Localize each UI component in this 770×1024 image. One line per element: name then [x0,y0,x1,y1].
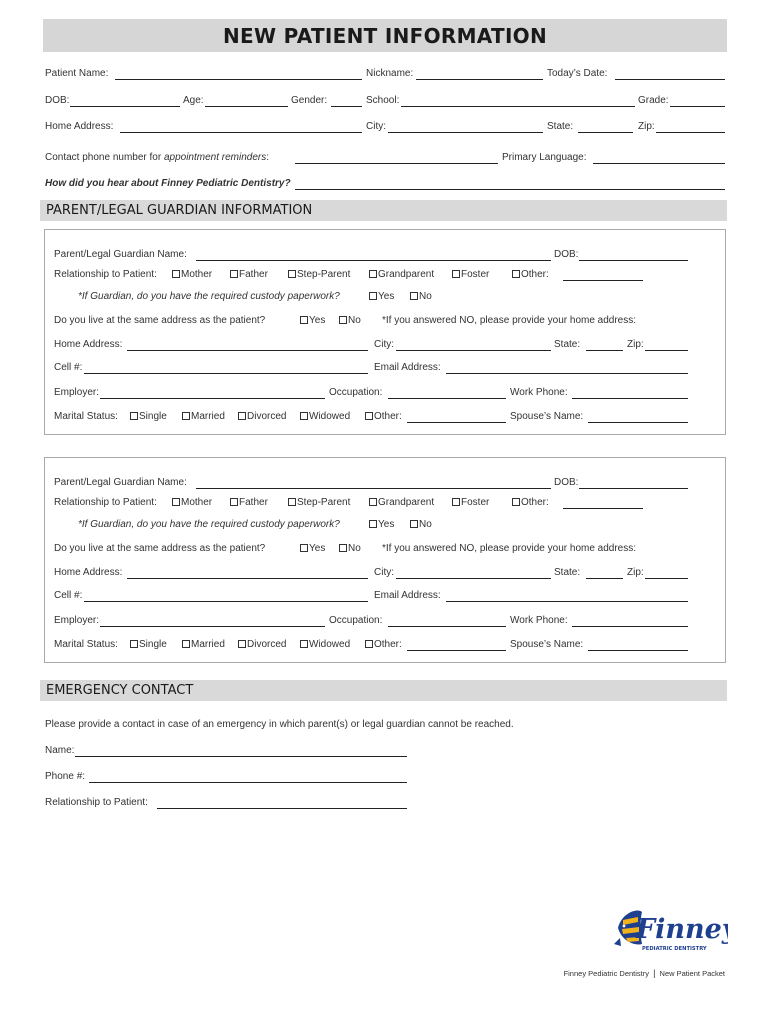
emergency-name-row [45,745,445,759]
marital-option-4[interactable]: Other: [365,639,402,651]
marital-option-1[interactable]: Married [182,639,225,651]
email-field[interactable] [446,601,688,602]
guardian-row-5 [54,362,704,376]
nickname-field[interactable] [416,79,543,80]
marital-option-1[interactable]: Married [182,411,225,423]
relationship-other-field[interactable] [563,508,643,509]
checkbox-icon[interactable] [369,292,377,300]
guardian-state-label: State: [554,567,581,578]
guardian-city-label: City: [374,567,394,578]
grade-label: Grade: [638,95,669,106]
work-phone-label: Work Phone: [510,387,568,398]
custody-yes[interactable]: Yes [369,519,394,531]
relationship-option-3[interactable]: Grandparent [369,497,434,509]
checkbox-icon[interactable] [182,640,190,648]
relationship-option-2[interactable]: Step-Parent [288,497,350,509]
custody-question: *If Guardian, do you have the required custody paperwork? [78,291,340,302]
relationship-option-0[interactable]: Mother [172,269,212,281]
work-phone-field[interactable] [572,398,688,399]
marital-status-label: Marital Status: [54,639,118,650]
logo-tagline: PEDIATRIC DENTISTRY [642,946,707,952]
emergency-phone-row [45,771,445,785]
marital-other-field[interactable] [407,650,506,651]
patient-row-3 [45,121,727,135]
guardian-state-label: State: [554,339,581,350]
email-field[interactable] [446,373,688,374]
gender-field[interactable] [331,106,362,107]
checkbox-icon[interactable] [452,498,460,506]
checkbox-icon[interactable] [238,640,246,648]
guardian-dob-field[interactable] [579,260,688,261]
checkbox-icon[interactable] [369,498,377,506]
zip-field[interactable] [656,132,725,133]
finney-logo [612,900,728,956]
checkbox-icon[interactable] [410,520,418,528]
checkbox-icon[interactable] [130,412,138,420]
emergency-phone-label: Phone #: [45,771,86,782]
marital-option-4[interactable]: Other: [365,411,402,423]
guardian-row-0 [54,477,704,491]
custody-question: *If Guardian, do you have the required custody paperwork? [78,519,340,530]
checkbox-icon[interactable] [339,544,347,552]
checkbox-icon[interactable] [365,640,373,648]
guardian-city-field[interactable] [396,578,551,579]
guardian-home-address-label: Home Address: [54,567,123,578]
spouse-name-field[interactable] [588,422,688,423]
employer-label: Employer: [54,387,100,398]
age-field[interactable] [205,106,288,107]
emergency-section-header [40,680,727,701]
relationship-option-1[interactable]: Father [230,269,268,281]
same-address-question: Do you live at the same address as the patient? [54,315,266,326]
checkbox-icon[interactable] [410,292,418,300]
guardian-row-5 [54,590,704,604]
patient-row-5 [45,178,727,192]
checkbox-icon[interactable] [288,270,296,278]
hear-about-field[interactable] [295,189,725,190]
custody-no[interactable]: No [410,519,432,531]
guardian-row-6 [54,615,704,629]
home-address-field[interactable] [120,132,362,133]
relationship-label: Relationship to Patient: [54,497,157,508]
city-label: City: [366,121,386,132]
checkbox-icon[interactable] [230,270,238,278]
checkbox-icon[interactable] [130,640,138,648]
guardian-box-1 [44,229,726,435]
contact-phone-field[interactable] [295,163,498,164]
guardian-name-label: Parent/Legal Guardian Name: [54,249,187,260]
emergency-relationship-field[interactable] [157,808,407,809]
guardian-row-0 [54,249,704,263]
footer-separator: | [653,968,656,978]
guardian-row-7 [54,411,704,425]
guardian-dob-field[interactable] [579,488,688,489]
marital-option-2[interactable]: Divorced [238,639,286,651]
employer-label: Employer: [54,615,100,626]
guardian-name-label: Parent/Legal Guardian Name: [54,477,187,488]
custody-yes[interactable]: Yes [369,291,394,303]
marital-status-label: Marital Status: [54,411,118,422]
relationship-option-5[interactable]: Other: [512,497,549,509]
guardian-home-address-field[interactable] [127,350,368,351]
guardian-city-field[interactable] [396,350,551,351]
state-field[interactable] [578,132,633,133]
relationship-option-3[interactable]: Grandparent [369,269,434,281]
checkbox-icon[interactable] [300,412,308,420]
dob-field[interactable] [70,106,180,107]
checkbox-icon[interactable] [339,316,347,324]
age-label: Age: [183,95,204,106]
guardian-zip-label: Zip: [627,567,644,578]
guardian-zip-field[interactable] [645,578,688,579]
occupation-field[interactable] [388,398,506,399]
guardian-row-3 [54,315,704,329]
same-address-yes[interactable]: Yes [300,315,325,327]
contact-phone-label: Contact phone number for appointment reminders: [45,152,270,163]
gender-label: Gender: [291,95,328,106]
relationship-other-field[interactable] [563,280,643,281]
checkbox-icon[interactable] [172,498,180,506]
relationship-option-5[interactable]: Other: [512,269,549,281]
emergency-section-title: EMERGENCY CONTACT [46,683,194,698]
logo-wordmark: Finney [636,914,728,945]
address-note: *If you answered NO, please provide your home address: [382,315,637,326]
same-address-no[interactable]: No [339,543,361,555]
guardian-zip-field[interactable] [645,350,688,351]
fish-logo-icon [612,900,728,956]
form-title-bar [43,19,727,52]
cell-label: Cell #: [54,362,83,373]
primary-language-label: Primary Language: [502,152,587,163]
footer-right: New Patient Packet [659,969,725,978]
todays-date-field[interactable] [615,79,725,80]
employer-field[interactable] [100,626,325,627]
guardian-home-address-field[interactable] [127,578,368,579]
checkbox-icon[interactable] [288,498,296,506]
patient-row-4 [45,152,727,166]
guardian-row-1 [54,497,704,511]
city-field[interactable] [388,132,543,133]
guardian-row-2 [54,519,704,533]
patient-row-2 [45,95,727,109]
cell-field[interactable] [84,373,368,374]
checkbox-icon[interactable] [300,316,308,324]
marital-option-0[interactable]: Single [130,639,167,651]
guardian-zip-label: Zip: [627,339,644,350]
relationship-option-1[interactable]: Father [230,497,268,509]
occupation-label: Occupation: [329,387,383,398]
guardian-row-6 [54,387,704,401]
emergency-intro-row [45,719,727,733]
address-note: *If you answered NO, please provide your home address: [382,543,637,554]
marital-option-2[interactable]: Divorced [238,411,286,423]
page-footer [564,968,725,978]
custody-no[interactable]: No [410,291,432,303]
school-field[interactable] [401,106,635,107]
school-label: School: [366,95,400,106]
checkbox-icon[interactable] [369,270,377,278]
guardian-row-2 [54,291,704,305]
guardian-section-header [40,200,727,221]
relationship-option-4[interactable]: Foster [452,497,489,509]
checkbox-icon[interactable] [300,544,308,552]
hear-about-label: How did you hear about Finney Pediatric Dentistry? [45,178,291,189]
occupation-field[interactable] [388,626,506,627]
guardian-box-2 [44,457,726,663]
marital-option-3[interactable]: Widowed [300,639,350,651]
guardian-name-field[interactable] [196,488,551,489]
patient-row-1 [45,68,727,82]
guardian-state-field[interactable] [586,578,623,579]
form-title: NEW PATIENT INFORMATION [222,23,548,48]
patient-name-field[interactable] [115,79,362,80]
emergency-relationship-row [45,797,445,811]
guardian-row-4 [54,567,704,581]
marital-option-3[interactable]: Widowed [300,411,350,423]
nickname-label: Nickname: [366,68,414,79]
checkbox-icon[interactable] [300,640,308,648]
checkbox-icon[interactable] [238,412,246,420]
cell-label: Cell #: [54,590,83,601]
checkbox-icon[interactable] [230,498,238,506]
guardian-row-4 [54,339,704,353]
home-address-label: Home Address: [45,121,114,132]
spouse-name-label: Spouse’s Name: [510,639,584,650]
emergency-phone-field[interactable] [89,782,407,783]
guardian-city-label: City: [374,339,394,350]
checkbox-icon[interactable] [369,520,377,528]
employer-field[interactable] [100,398,325,399]
checkbox-icon[interactable] [182,412,190,420]
guardian-dob-label: DOB: [554,249,579,260]
checkbox-icon[interactable] [365,412,373,420]
relationship-option-2[interactable]: Step-Parent [288,269,350,281]
grade-field[interactable] [670,106,725,107]
guardian-home-address-label: Home Address: [54,339,123,350]
marital-other-field[interactable] [407,422,506,423]
checkbox-icon[interactable] [172,270,180,278]
spouse-name-label: Spouse’s Name: [510,411,584,422]
work-phone-field[interactable] [572,626,688,627]
relationship-option-4[interactable]: Foster [452,269,489,281]
same-address-no[interactable]: No [339,315,361,327]
guardian-row-1 [54,269,704,283]
work-phone-label: Work Phone: [510,615,568,626]
email-label: Email Address: [374,362,441,373]
todays-date-label: Today’s Date: [547,68,608,79]
state-label: State: [547,121,574,132]
relationship-option-0[interactable]: Mother [172,497,212,509]
checkbox-icon[interactable] [512,498,520,506]
emergency-name-field[interactable] [75,756,407,757]
dob-label: DOB: [45,95,70,106]
email-label: Email Address: [374,590,441,601]
spouse-name-field[interactable] [588,650,688,651]
relationship-label: Relationship to Patient: [54,269,157,280]
emergency-name-label: Name: [45,745,75,756]
same-address-yes[interactable]: Yes [300,543,325,555]
marital-option-0[interactable]: Single [130,411,167,423]
footer-left: Finney Pediatric Dentistry [563,969,650,978]
cell-field[interactable] [84,601,368,602]
guardian-state-field[interactable] [586,350,623,351]
guardian-section-title: PARENT/LEGAL GUARDIAN INFORMATION [46,203,313,218]
guardian-name-field[interactable] [196,260,551,261]
guardian-row-7 [54,639,704,653]
emergency-relationship-label: Relationship to Patient: [45,797,148,808]
checkbox-icon[interactable] [452,270,460,278]
guardian-row-3 [54,543,704,557]
primary-language-field[interactable] [593,163,725,164]
guardian-dob-label: DOB: [554,477,579,488]
patient-name-label: Patient Name: [45,68,109,79]
emergency-intro: Please provide a contact in case of an emergency in which parent(s) or legal guardian cannot be reached. [45,719,514,730]
zip-label: Zip: [638,121,655,132]
same-address-question: Do you live at the same address as the patient? [54,543,266,554]
occupation-label: Occupation: [329,615,383,626]
checkbox-icon[interactable] [512,270,520,278]
